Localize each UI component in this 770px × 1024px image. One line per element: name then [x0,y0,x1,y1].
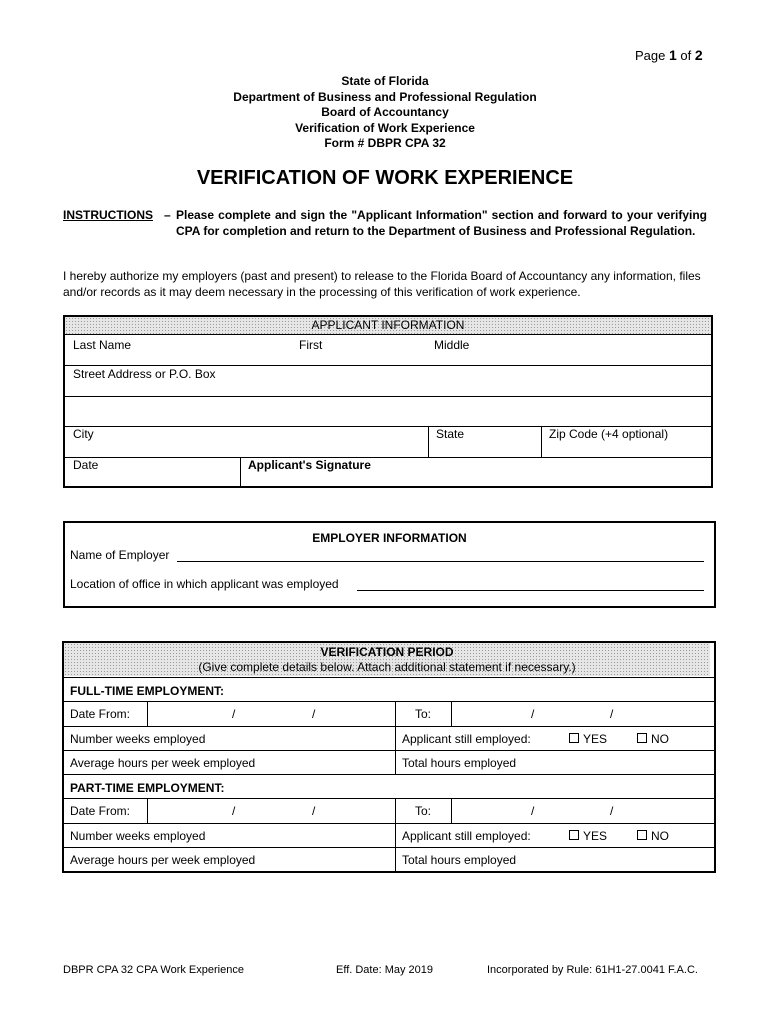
checkbox-icon [637,830,647,840]
ft-date-from-field[interactable] [148,702,395,726]
pt-from-slash-1: / [232,804,236,818]
pt-to-slash-2: / [610,804,614,818]
header-state: State of Florida [341,74,429,88]
ft-yes-label: YES [583,732,608,746]
zip-code-field[interactable] [542,427,711,457]
verification-period-heading [64,643,710,676]
verification-period-section [62,641,716,873]
employer-name-field[interactable] [177,561,704,562]
authorization-text: I hereby authorize my employers (past and present) to release to the Florida Board of Accountancy any information, files and/or records as it may deem necessary in the processing of this verification of work experience. [63,269,701,299]
middle-name-label: Middle [434,338,470,352]
ft-still-employed-label: Applicant still employed: [402,732,531,746]
instructions-label: INSTRUCTIONS [63,208,153,222]
ft-total-hours-label: Total hours employed [402,756,517,770]
pt-yes-label: YES [583,829,608,843]
first-name-label: First [299,338,323,352]
ft-weeks-employed-label: Number weeks employed [70,732,206,746]
date-field[interactable] [65,458,240,488]
ft-no-option[interactable] [637,732,669,746]
header-board: Board of Accountancy [321,105,449,120]
pt-weeks-employed-label: Number weeks employed [70,829,206,843]
page-label: Page [635,48,666,63]
zip-code-label: Zip Code (+4 optional) [549,427,669,441]
state-field[interactable] [429,427,541,457]
footer-effective-date: Eff. Date: May 2019 [336,964,434,976]
pt-no-label: NO [651,829,669,843]
last-name-label: Last Name [73,338,132,352]
pt-date-from-field[interactable] [148,799,395,823]
verification-period-title: VERIFICATION PERIOD [320,645,454,659]
page-current: 1 [669,47,677,63]
pt-yes-option[interactable] [569,829,607,843]
employer-information-section [63,521,716,608]
office-location-field[interactable] [357,590,704,591]
ft-from-slash-2: / [312,707,316,721]
page-total: 2 [694,47,703,63]
office-location-label: Location of office in which applicant was employed [70,577,339,591]
applicant-information-section [63,315,713,488]
header-department: Department of Business and Professional Regulation [233,89,537,104]
employer-name-label: Name of Employer [70,548,170,562]
instructions-dash: – [164,208,171,222]
pt-no-option[interactable] [637,829,669,843]
state-label: State [436,427,465,441]
ft-to-slash-1: / [531,707,535,721]
full-time-employment-label: FULL-TIME EMPLOYMENT: [70,684,224,698]
date-label: Date [73,458,99,472]
employer-information-heading: EMPLOYER INFORMATION [312,531,467,545]
ft-no-label: NO [651,732,669,746]
pt-to-label: To: [415,804,432,818]
header-form-title: Verification of Work Experience [295,120,475,135]
footer-form-name: DBPR CPA 32 CPA Work Experience [63,964,244,976]
ft-from-slash-1: / [232,707,236,721]
applicant-signature-field[interactable] [241,458,711,488]
instructions-text: Please complete and sign the "Applicant Information" section and forward to your verifying CPA for completion and return to the Department of Business and Professional Regulation. [176,208,707,238]
pt-from-slash-2: / [312,804,316,818]
pt-avg-hours-label: Average hours per week employed [70,853,256,867]
pt-to-slash-1: / [531,804,535,818]
ft-date-from-label: Date From: [70,707,131,721]
ft-to-slash-2: / [610,707,614,721]
checkbox-icon [569,830,579,840]
instructions [63,207,710,255]
street-address-label: Street Address or P.O. Box [73,367,216,381]
checkbox-icon [569,733,579,743]
city-field[interactable] [65,427,428,457]
part-time-employment-label: PART-TIME EMPLOYMENT: [70,781,225,795]
checkbox-icon [637,733,647,743]
header-form-number: Form # DBPR CPA 32 [324,136,446,151]
ft-to-label: To: [415,707,432,721]
form-header [0,74,770,152]
pt-still-employed-label: Applicant still employed: [402,829,531,843]
pt-total-hours-label: Total hours employed [402,853,517,867]
pt-date-from-label: Date From: [70,804,131,818]
city-label: City [73,427,94,441]
name-field[interactable] [65,335,711,365]
page-of: of [680,48,692,63]
page-title: VERIFICATION OF WORK EXPERIENCE [196,167,574,189]
applicant-information-heading: APPLICANT INFORMATION [65,317,711,334]
footer-rule: Incorporated by Rule: 61H1-27.0041 F.A.C. [487,964,698,976]
ft-avg-hours-label: Average hours per week employed [70,756,256,770]
verification-period-subtitle: (Give complete details below. Attach additional statement if necessary.) [198,660,576,674]
ft-date-to-field[interactable] [452,702,714,726]
applicant-signature-label: Applicant's Signature [248,458,371,472]
pt-date-to-field[interactable] [452,799,714,823]
ft-yes-option[interactable] [569,732,607,746]
page-number [635,47,703,63]
